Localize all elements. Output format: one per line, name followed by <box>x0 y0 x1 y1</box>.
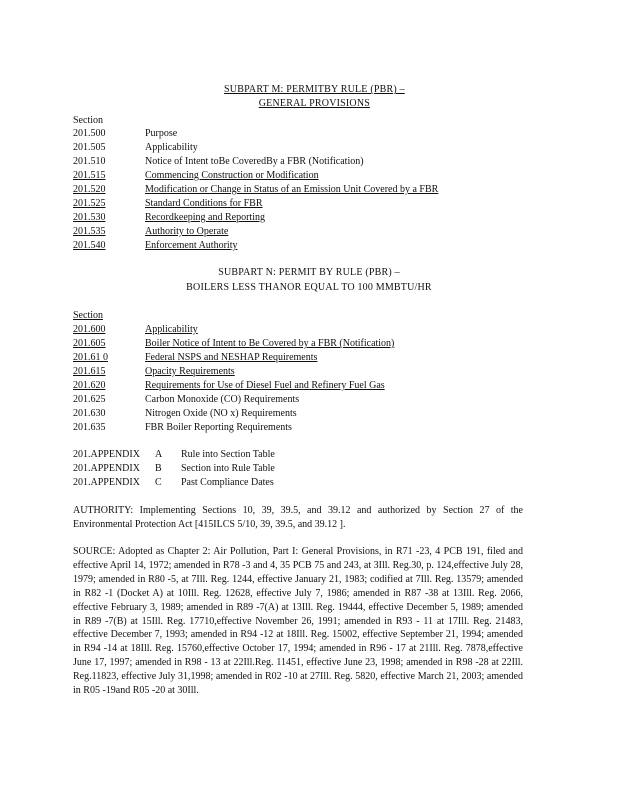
section-title: Notice of Intent toBe CoveredBy a FBR (Notification) <box>145 156 364 167</box>
section-number: 201.635 <box>73 422 106 433</box>
appendix-label: 201.APPENDIX <box>73 477 140 488</box>
appendix-title: Past Compliance Dates <box>181 477 274 488</box>
section-title: Boiler Notice of Intent to Be Covered by a FBR (Notification) <box>145 338 395 349</box>
section-number: 201.625 <box>73 394 106 405</box>
appendix-label: 201.APPENDIX <box>73 449 140 460</box>
section-title: Nitrogen Oxide (NO x) Requirements <box>145 408 297 419</box>
appendix-title: Rule into Section Table <box>181 449 275 460</box>
section-number: 201.525 <box>73 198 106 209</box>
section-title: Modification or Change in Status of an Emission Unit Covered by a FBR <box>145 184 439 195</box>
authority-paragraph: AUTHORITY: Implementing Sections 10, 39, 39.5, and 39.12 and authorized by Section 27 of the Environmental Protection Act [415ILCS 5/10, 39, 39.5, and 39.12 ]. <box>73 505 523 530</box>
section-number: 201.535 <box>73 226 106 237</box>
section-number: 201.600 <box>73 324 106 335</box>
subpart-m-section-label: Section <box>73 115 103 126</box>
subpart-n-heading-line1: SUBPART N: PERMIT BY RULE (PBR) – <box>218 267 400 278</box>
section-number: 201.620 <box>73 380 106 391</box>
subpart-n-section-label-text: Section <box>73 310 103 321</box>
section-number: 201.61 0 <box>73 352 108 363</box>
subpart-m-heading-line2-text: GENERAL PROVISIONS <box>258 98 371 109</box>
section-number: 201.505 <box>73 142 106 153</box>
section-title: Enforcement Authority <box>145 240 238 251</box>
section-number: 201.515 <box>73 170 106 181</box>
section-title: Applicability <box>145 324 198 335</box>
appendix-letter: C <box>155 477 162 488</box>
section-title: Recordkeeping and Reporting <box>145 212 265 223</box>
section-number: 201.630 <box>73 408 106 419</box>
section-number: 201.520 <box>73 184 106 195</box>
section-title: Applicability <box>145 142 198 153</box>
section-title: FBR Boiler Reporting Requirements <box>145 422 292 433</box>
subpart-m-heading-line1-text: SUBPART M: PERMITBY RULE (PBR) – <box>224 84 405 95</box>
section-title: Carbon Monoxide (CO) Requirements <box>145 394 300 405</box>
section-number: 201.510 <box>73 156 106 167</box>
section-number: 201.605 <box>73 338 106 349</box>
section-title: Federal NSPS and NESHAP Requirements <box>145 352 318 363</box>
appendix-title: Section into Rule Table <box>181 463 275 474</box>
appendix-label: 201.APPENDIX <box>73 463 140 474</box>
section-number: 201.615 <box>73 366 106 377</box>
source-paragraph: SOURCE: Adopted as Chapter 2: Air Pollution, Part I: General Provisions, in R71 -23, 4 PCB 191, filed and effective April 14, 1972; amended in R78 -3 and 4, 35 PCB 75 and 243, at 3Ill. Reg.30, p. 124,effective July 28, 1979; amended in R80 -5, at 7Ill. Reg. 1244, effective January 21, 1983; codified at 7Ill. Reg. 13579; amended in R82 -1 (Docket A) at 10Ill. Reg. 12628, effective July 7, 1986; amended in R87 -38 at 13Ill. Reg. 2066, effective February 3, 1989; amended in R89 -7(A) at 13Ill. Reg. 19444, effective December 5, 1989; amended in R89 -7(B) at 15Ill. Reg. 17710,effective November 26, 1991; amended in R93 - 11 at 17Ill. Reg. 21483, effective December 7, 1993; amended in R94 -12 at 18Ill. Reg. 15002, effective September 21, 1994; amended in R94 -14 at 18Ill. Reg. 15760,effective October 17, 1994; amended in R96 - 17 at 21Ill. Reg. 7878,effective June 17, 1997; amended in R98 - 13 at 22Ill.Reg. 11451, effective June 23, 1998; amended in R98 -28 at 22Ill. Reg.11823, effective July 31,1998; amended in R02 -10 at 27Ill. Reg. 5820, effective March 21, 2003; amended in R05 -19and R05 -20 at 30Ill. <box>73 546 523 697</box>
appendix-letter: B <box>155 463 162 474</box>
subpart-n-section-label <box>73 310 103 321</box>
appendix-letter: A <box>155 449 163 460</box>
section-number: 201.500 <box>73 128 106 139</box>
section-title: Authority to Operate <box>145 226 229 237</box>
section-title: Commencing Construction or Modification <box>145 170 319 181</box>
section-title: Opacity Requirements <box>145 366 235 377</box>
subpart-n-heading-line2: BOILERS LESS THANOR EQUAL TO 100 MMBTU/HR <box>186 282 432 293</box>
section-title: Purpose <box>145 128 178 139</box>
section-title: Standard Conditions for FBR <box>145 198 263 209</box>
section-number: 201.530 <box>73 212 106 223</box>
section-title: Requirements for Use of Diesel Fuel and Refinery Fuel Gas <box>145 380 385 391</box>
section-number: 201.540 <box>73 240 106 251</box>
